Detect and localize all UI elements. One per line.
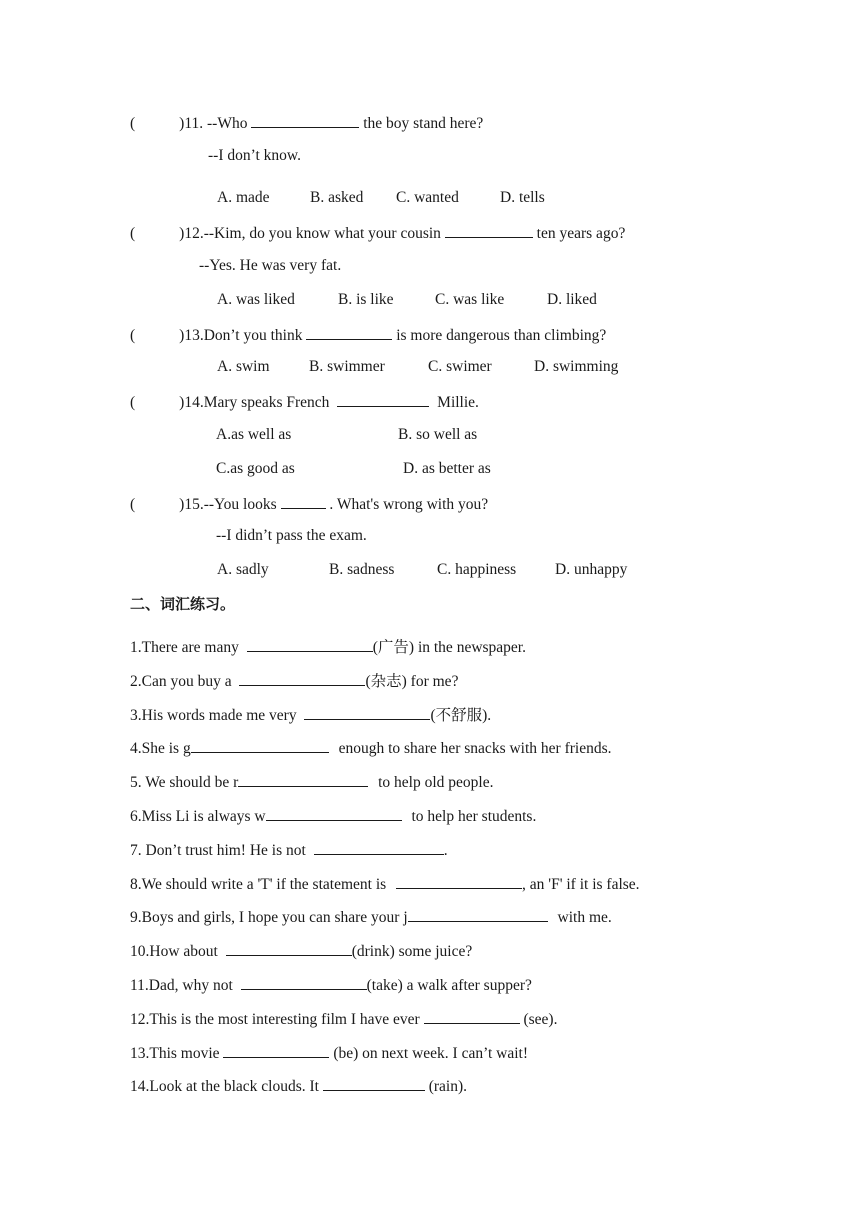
vocab-item-13: 13.This movie (be) on next week. I can’t wait!	[130, 1045, 528, 1062]
vocab-item-5: 5. We should be r to help old people.	[130, 774, 494, 791]
q12-option-c: C. was like	[435, 291, 505, 308]
vocab-item-3: 3.His words made me very (不舒服).	[130, 707, 492, 724]
q15-option-c: C. happiness	[437, 561, 517, 578]
vocab-item-7: 7. Don’t trust him! He is not .	[130, 842, 448, 859]
blank[interactable]	[226, 941, 352, 956]
blank[interactable]	[408, 907, 548, 922]
q12-stem: ( )12.--Kim, do you know what your cousin ten years ago?	[130, 225, 626, 242]
q11-option-c: C. wanted	[396, 189, 459, 206]
vocab-item-9: 9.Boys and girls, I hope you can share your j with me.	[130, 909, 612, 926]
blank[interactable]	[266, 806, 402, 821]
vocab-item-12: 12.This is the most interesting film I have ever (see).	[130, 1011, 558, 1028]
q13-option-d: D. swimming	[534, 358, 619, 375]
q11-stem: ( )11. --Who the boy stand here?	[130, 115, 484, 132]
blank[interactable]	[223, 1043, 329, 1058]
answer-paren: (	[130, 327, 136, 344]
q15-option-a: A. sadly	[217, 561, 269, 578]
q12-reply: --Yes. He was very fat.	[199, 257, 342, 274]
q12-option-a: A. was liked	[217, 291, 295, 308]
blank[interactable]	[239, 671, 365, 686]
blank[interactable]	[424, 1009, 520, 1024]
answer-paren: (	[130, 394, 136, 411]
q14-option-c: C.as good as	[216, 460, 295, 477]
answer-paren: (	[130, 225, 136, 242]
blank[interactable]	[337, 392, 429, 407]
q13-option-a: A. swim	[217, 358, 270, 375]
vocab-item-14: 14.Look at the black clouds. It (rain).	[130, 1078, 468, 1095]
q14-stem: ( )14.Mary speaks French Millie.	[130, 394, 479, 411]
q14-option-d: D. as better as	[403, 460, 491, 477]
q11-option-b: B. asked	[310, 189, 364, 206]
q14-option-b: B. so well as	[398, 426, 478, 443]
section-heading: 二、词汇练习。	[130, 595, 236, 613]
vocab-item-2: 2.Can you buy a (杂志) for me?	[130, 673, 459, 690]
blank[interactable]	[281, 494, 326, 509]
q11-option-a: A. made	[217, 189, 270, 206]
q13-stem: ( )13.Don’t you think is more dangerous than climbing?	[130, 327, 607, 344]
blank[interactable]	[247, 637, 373, 652]
q11-option-d: D. tells	[500, 189, 545, 206]
q13-option-c: C. swimer	[428, 358, 492, 375]
vocab-item-6: 6.Miss Li is always w to help her students.	[130, 808, 537, 825]
blank[interactable]	[396, 874, 522, 889]
vocab-item-4: 4.She is g enough to share her snacks with her friends.	[130, 740, 612, 757]
blank[interactable]	[314, 840, 444, 855]
blank[interactable]	[191, 738, 329, 753]
q15-stem: ( )15.--You looks . What's wrong with you?	[130, 496, 489, 513]
answer-paren: (	[130, 115, 136, 132]
vocab-item-1: 1.There are many (广告) in the newspaper.	[130, 639, 526, 656]
vocab-item-8: 8.We should write a 'T' if the statement is , an 'F' if it is false.	[130, 876, 640, 893]
blank[interactable]	[238, 772, 368, 787]
answer-paren: (	[130, 496, 136, 513]
blank[interactable]	[306, 325, 392, 340]
vocab-item-11: 11.Dad, why not (take) a walk after supper?	[130, 977, 532, 994]
q15-option-d: D. unhappy	[555, 561, 628, 578]
q15-reply: --I didn’t pass the exam.	[216, 527, 367, 544]
q12-option-d: D. liked	[547, 291, 597, 308]
q15-option-b: B. sadness	[329, 561, 395, 578]
blank[interactable]	[241, 975, 367, 990]
q13-option-b: B. swimmer	[309, 358, 385, 375]
q14-option-a: A.as well as	[216, 426, 292, 443]
q12-option-b: B. is like	[338, 291, 394, 308]
blank[interactable]	[445, 223, 533, 238]
q11-reply: --I don’t know.	[208, 147, 301, 164]
blank[interactable]	[304, 705, 430, 720]
blank[interactable]	[323, 1076, 425, 1091]
blank[interactable]	[251, 113, 359, 128]
vocab-item-10: 10.How about (drink) some juice?	[130, 943, 473, 960]
